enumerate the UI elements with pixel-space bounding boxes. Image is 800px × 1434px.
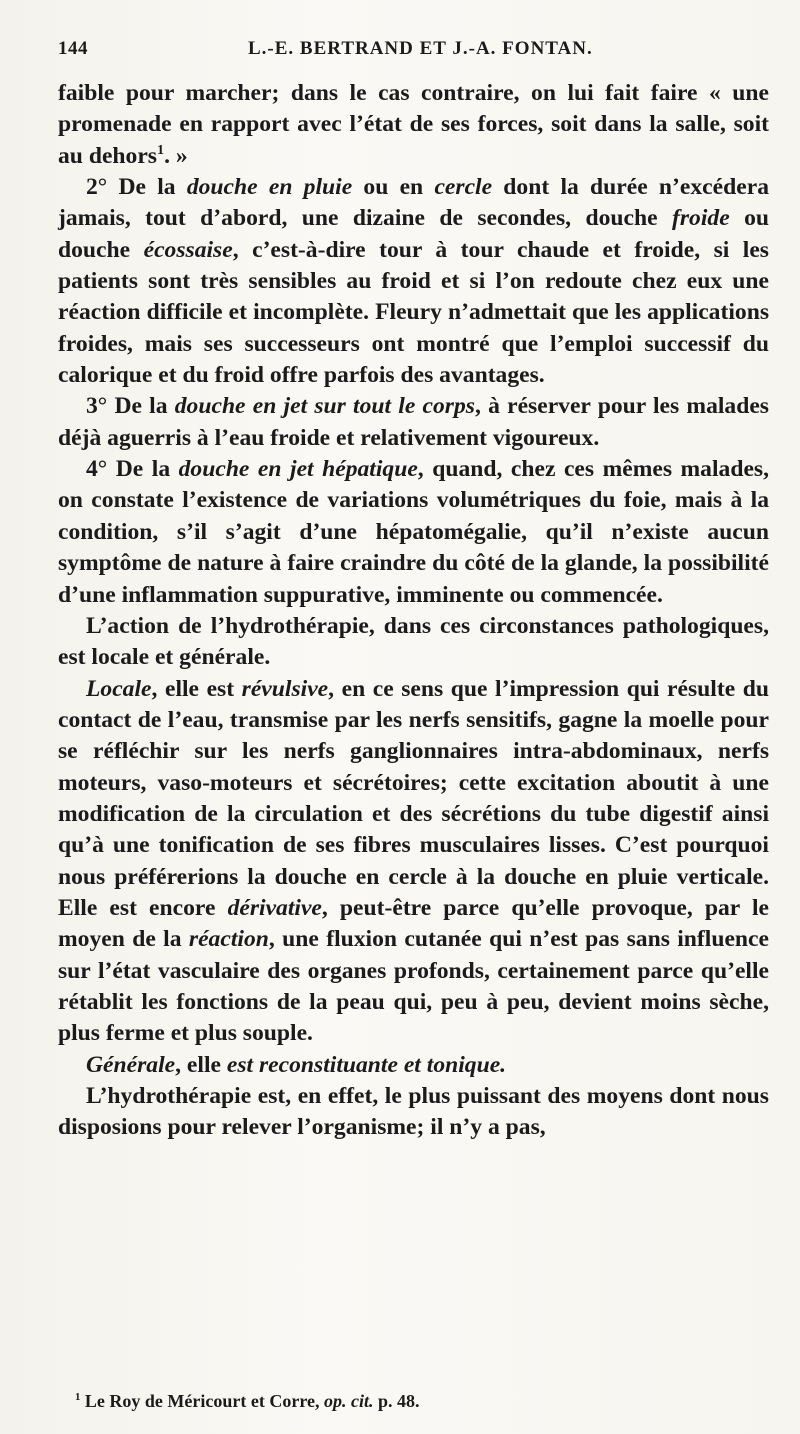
italic-phrase: op. cit. bbox=[323, 1391, 374, 1411]
text-run: , elle est bbox=[151, 675, 242, 702]
text-run: p. 48. bbox=[373, 1391, 420, 1411]
text-run: 3° De la bbox=[86, 393, 175, 420]
text-run: ou en bbox=[352, 174, 435, 201]
italic-phrase: réaction bbox=[188, 926, 269, 953]
running-head bbox=[58, 38, 768, 64]
text-run: dont la durée n’excédera jamais, tout d’abord, une dizaine de secondes, douche bbox=[58, 174, 769, 232]
text-run: , c’est-à-dire tour à tour chaude et froide, si les patients sont très sensibles au froid et si l’on redoute chez eux une réaction difficile et incomplète. Fleury n’admettait que les applications froides, mais ses successeurs ont montré que l’emploi successif du calorique et du froid offre parfois des avantages. bbox=[58, 236, 769, 389]
italic-phrase: froide bbox=[672, 205, 730, 232]
italic-phrase: douche en pluie bbox=[186, 174, 353, 201]
italic-phrase: douche en jet sur tout le corps bbox=[174, 393, 475, 420]
paragraph bbox=[58, 1050, 769, 1081]
text-run: L’hydrothérapie est, en effet, le plus puissant des moyens dont nous disposions pour relever l’organisme; il n’y a pas, bbox=[58, 1083, 769, 1141]
paragraph bbox=[58, 611, 769, 674]
text-run: , en ce sens que l’impression qui résulte du contact de l’eau, transmise par les nerfs sensitifs, gagne la moelle pour se réfléchir sur les nerfs ganglionnaires intra-abdominaux, nerfs moteurs, vaso-moteurs et sécrétoires; cette excitation aboutit à une modification de la circulation et des sécrétions du tube digestif ainsi qu’à une tonification de ses fibres musculaires lisses. C’est pourquoi nous préférerions la douche en cercle à la douche en pluie verticale. Elle est encore bbox=[58, 675, 769, 921]
text-run: , peut-être parce qu’elle provoque, par le moyen de la bbox=[58, 894, 769, 953]
italic-phrase: cercle bbox=[434, 174, 493, 201]
italic-phrase: douche en jet hépatique bbox=[178, 456, 418, 483]
text-run: faible pour marcher; dans le cas contraire, on lui fait faire « une promenade en rapport avec l’état de ses forces, soit dans la salle, soit au dehors bbox=[58, 80, 769, 169]
body-text bbox=[58, 78, 769, 1144]
paragraph bbox=[58, 454, 769, 611]
italic-phrase: est reconstituante et tonique. bbox=[226, 1051, 507, 1078]
italic-phrase: dérivative bbox=[227, 894, 322, 921]
page-number: 144 bbox=[58, 38, 88, 59]
text-run: , une fluxion cutanée qui n’est pas sans influence sur l’état vasculaire des organes profonds, certainement parce qu’elle rétablit les fonctions de la peau qui, peu à peu, devient moins sèche, plus ferme et plus souple. bbox=[58, 926, 769, 1047]
text-run: Le Roy de Méricourt et Corre, bbox=[80, 1391, 324, 1411]
text-run: 2° De la bbox=[86, 174, 187, 201]
text-run: ou douche bbox=[58, 205, 769, 263]
italic-phrase: Locale bbox=[86, 675, 152, 702]
running-title: L.-E. BERTRAND ET J.-A. FONTAN. bbox=[248, 38, 593, 59]
text-run: L’action de l’hydrothérapie, dans ces circonstances pathologiques, est locale et générale. bbox=[58, 612, 769, 671]
text-run: , elle bbox=[175, 1051, 227, 1078]
text-run: . » bbox=[164, 142, 188, 169]
paragraph bbox=[58, 391, 769, 454]
italic-phrase: révulsive bbox=[241, 675, 329, 702]
paragraph bbox=[58, 172, 769, 391]
text-run: , à réserver pour les malades déjà aguerris à l’eau froide et relativement vigoureux. bbox=[58, 393, 769, 451]
footnote-marker: 1 bbox=[156, 141, 165, 158]
footnote-marker: 1 bbox=[75, 1391, 81, 1403]
text-run: 4° De la bbox=[86, 456, 179, 483]
paragraph bbox=[58, 78, 769, 172]
text-run: , quand, chez ces mêmes malades, on constate l’existence de variations volumétriques du foie, mais à la condition, s’il s’agit d’une hépatomégalie, qu’il n’existe aucun symptôme de nature à faire craindre du côté de la glande, la possibilité d’une inflammation suppurative, imminente ou commencée. bbox=[58, 456, 769, 608]
italic-phrase: écossaise bbox=[143, 236, 233, 263]
paragraph bbox=[58, 1081, 769, 1144]
footnote bbox=[75, 1390, 765, 1412]
italic-phrase: Générale bbox=[86, 1051, 176, 1078]
paragraph bbox=[58, 674, 769, 1050]
